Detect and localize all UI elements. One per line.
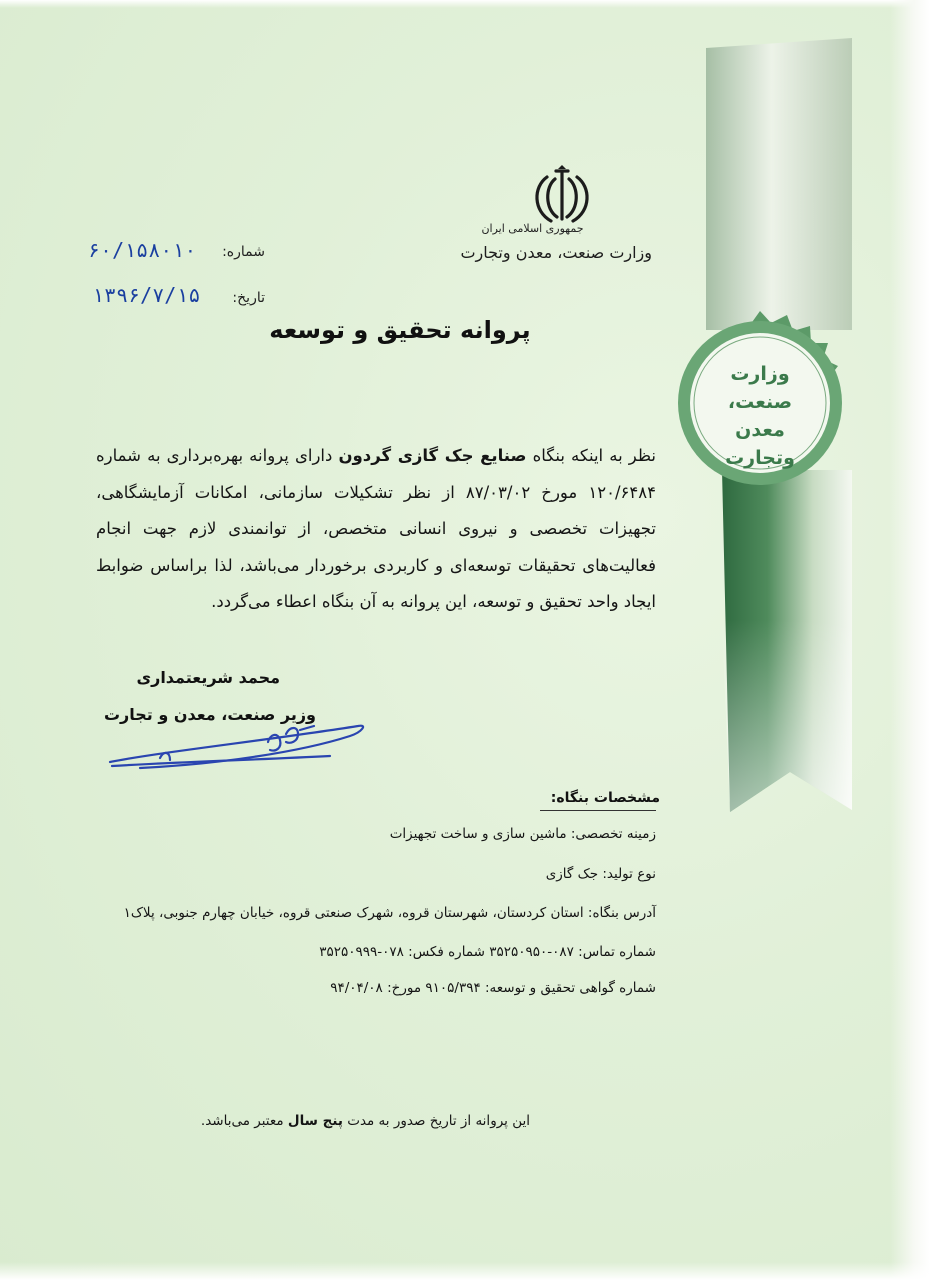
spec-certificate: شماره گواهی تحقیق و توسعه: ۹۱۰۵/۳۹۴ مورخ: ۹۴/۰۴/۰۸	[330, 980, 656, 996]
signature-icon	[100, 712, 370, 782]
number-value: ۶۰/۱۵۸۰۱۰	[88, 238, 197, 262]
scan-edge-top	[0, 0, 930, 8]
republic-label: جمهوری اسلامی ایران	[481, 222, 584, 235]
spec-product: نوع تولید: جک گازی	[545, 866, 656, 882]
date-value: ۱۳۹۶/۷/۱۵	[92, 283, 201, 307]
validity-note	[140, 1113, 530, 1129]
specs-heading-underline	[540, 810, 656, 811]
number-label: شماره:	[222, 244, 265, 260]
ministry-name: وزارت صنعت، معدن وتجارت	[460, 243, 652, 262]
seal-line-3: وتجارت	[725, 447, 795, 469]
body-part-2: دارای پروانه بهره‌برداری به شماره ۱۲۰/۶۴۸۴ مورخ ۸۷/۰۳/۰۲ از نظر تشکیلات سازمانی، امکانات آزمایشگاهی، تجهیزات تخصصی و نیروی انسانی متخصص، از توانمندی لازم جهت انجام فعالیت‌های تحقیقات توسعه‌ای و کاربردی برخوردار می‌باشد، لذا براساس ضوابط ایجاد واحد تحقیق و توسعه، این پروانه به آن بنگاه اعطاء می‌گردد.	[96, 446, 656, 611]
signer-title: وزیر صنعت، معدن و تجارت	[103, 705, 316, 724]
seal-line-2: صنعت، معدن	[727, 391, 793, 441]
company-name: صنایع جک گازی گردون	[338, 446, 527, 465]
validity-part-2: معتبر می‌باشد.	[200, 1113, 288, 1129]
scan-edge-bottom	[0, 1262, 930, 1280]
specs-heading: مشخصات بنگاه:	[550, 790, 660, 806]
spec-field: زمینه تخصصی: ماشین سازی و ساخت تجهیزات	[389, 826, 656, 842]
body-part-1: نظر به اینکه بنگاه	[526, 446, 656, 465]
spec-contact: شماره تماس: ۰۸۷-۳۵۲۵۰۹۵۰ شماره فکس: ۰۷۸-۳۵۲۵۰۹۹۹	[319, 944, 656, 960]
license-body	[96, 438, 656, 621]
scan-edge-right	[890, 0, 930, 1280]
signer-name: محمد شریعتمداری	[136, 668, 280, 687]
spec-address: آدرس بنگاه: استان کردستان، شهرستان قروه، شهرک صنعتی قروه، خیابان چهارم جنوبی، پلاک۱	[123, 905, 656, 921]
validity-duration: پنج سال	[287, 1113, 343, 1129]
seal-text	[700, 360, 820, 472]
page-title: پروانه تحقیق و توسعه	[269, 316, 531, 344]
seal-line-1: وزارت	[730, 363, 790, 385]
date-label: تاریخ:	[232, 290, 265, 306]
validity-part-1: این پروانه از تاریخ صدور به مدت	[342, 1113, 530, 1129]
